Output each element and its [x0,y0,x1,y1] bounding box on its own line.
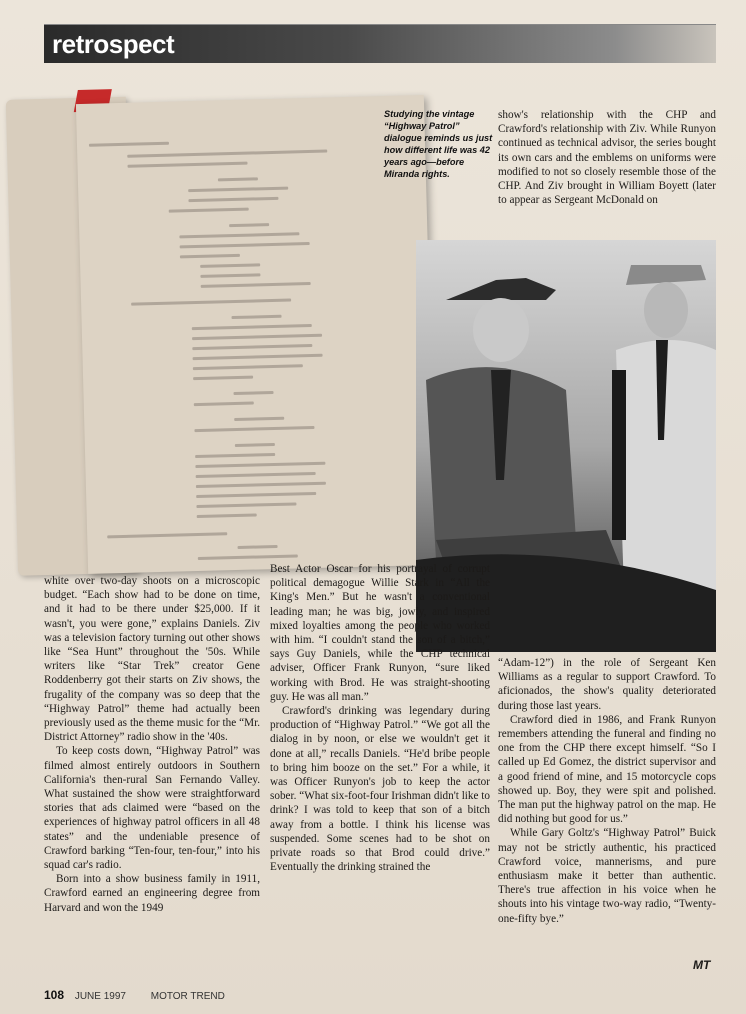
column-3 [498,656,716,926]
column-2 [270,562,490,874]
script-page [76,95,436,574]
page-footer [44,988,225,1002]
section-title: retrospect [52,29,175,59]
column-3-top [498,108,716,207]
paragraph: Born into a show business family in 1911, Crawford earned an engineering degree from Harvard and won the 1949 [44,873,260,914]
publication-name: MOTOR TREND [150,991,225,1002]
end-mark-logo: MT [693,958,711,972]
paragraph: Crawford's drinking was legendary during production of “Highway Patrol.” “We got all the dialog in by noon, or else we wouldn't get it done at all,” recalls Daniels. “He'd bribe people to bring him booze on the set.” For a while, it was Officer Runyon's job to keep the actor sober. “What six-foot-four Irishman didn't like to drink? I was told to keep that son of a bitch away from a bottle. I think his license was suspended. Some scenes had to be shot on private roads so that Brod could drive.” Eventually the drinking strained the [270,705,490,874]
page-number: 108 [44,988,65,1002]
paragraph: Crawford died in 1986, and Frank Runyon remembers attending the funeral and finding no one from the CHP there except himself. “So I called up Ed Gomez, the district supervisor and a good friend of mine, and 15 motorcycle cops showed up. Boy, they were spit and polished. The man put the highway patrol on the map. He did nothing but good for us.” [498,713,716,826]
paragraph: “Adam-12”) in the role of Sergeant Ken Williams as a regular to support Crawford. To aficionados, the show's quality deteriorated during those last years. [498,657,716,712]
section-banner [44,24,716,63]
issue-date: JUNE 1997 [74,991,126,1002]
paragraph: show's relationship with the CHP and Crawford's relationship with Ziv. While Runyon continued as technical advisor, the series bought its own cars and the emblems on uniforms were modified to not so closely resemble those of the CHP. And Ziv brought in William Boyett (later to appear as Sergeant McDonald on [498,109,716,207]
paragraph: Best Actor Oscar for his portrayal of corrupt political demagogue Willie Stark in “All the King's Men.” But he wasn't a conventional leading man; he was big, jowly, and inspired mixed loyalties among the people who worked with him. “I couldn't stand the son of a bitch,” says Guy Daniels, while the CHP technical adviser, Officer Frank Runyon, “sure liked working with Brod. He was straight-shooting guy. He was all man.” [270,563,490,703]
paragraph: white over two-day shoots on a microscopic budget. “Each show had to be done on time, and it had to be there under $25,000. If it wasn't, you were gone,” explains Daniels. Ziv was a television factory turning out other shows like “Sea Hunt” throughout the '50s. While writers like “Star Trek” creator Gene Roddenberry got their starts on Ziv shows, the frugality of the company was so deep that the “Highway Patrol” theme had actually been previously used as the theme music for the “Mr. District Attorney” radio show in the '40s. [44,575,260,744]
paragraph: While Gary Goltz's “Highway Patrol” Buick may not be strictly authentic, his practiced Crawford voice, mannerisms, and pure enthusiasm make it better than authentic. There's true affection in his voice when he shouts into his vintage two-way radio, “Twenty-one-fifty bye.” [498,827,716,925]
script-photo [34,95,436,575]
column-1 [44,574,260,915]
photo-caption: Studying the vintage “Highway Patrol” dialogue reminds us just how different life was 42 years ago—before Miranda rights. [384,109,493,179]
paragraph: To keep costs down, “Highway Patrol” was filmed almost entirely outdoors in Southern California's then-rural San Fernando Valley. What sustained the show were straightforward stories that ads claimed were “based on the experiences of highway patrol officers in all 48 states” and the undeniable presence of Crawford barking “Ten-four, ten-four,” into his squad car's radio. [44,745,260,872]
